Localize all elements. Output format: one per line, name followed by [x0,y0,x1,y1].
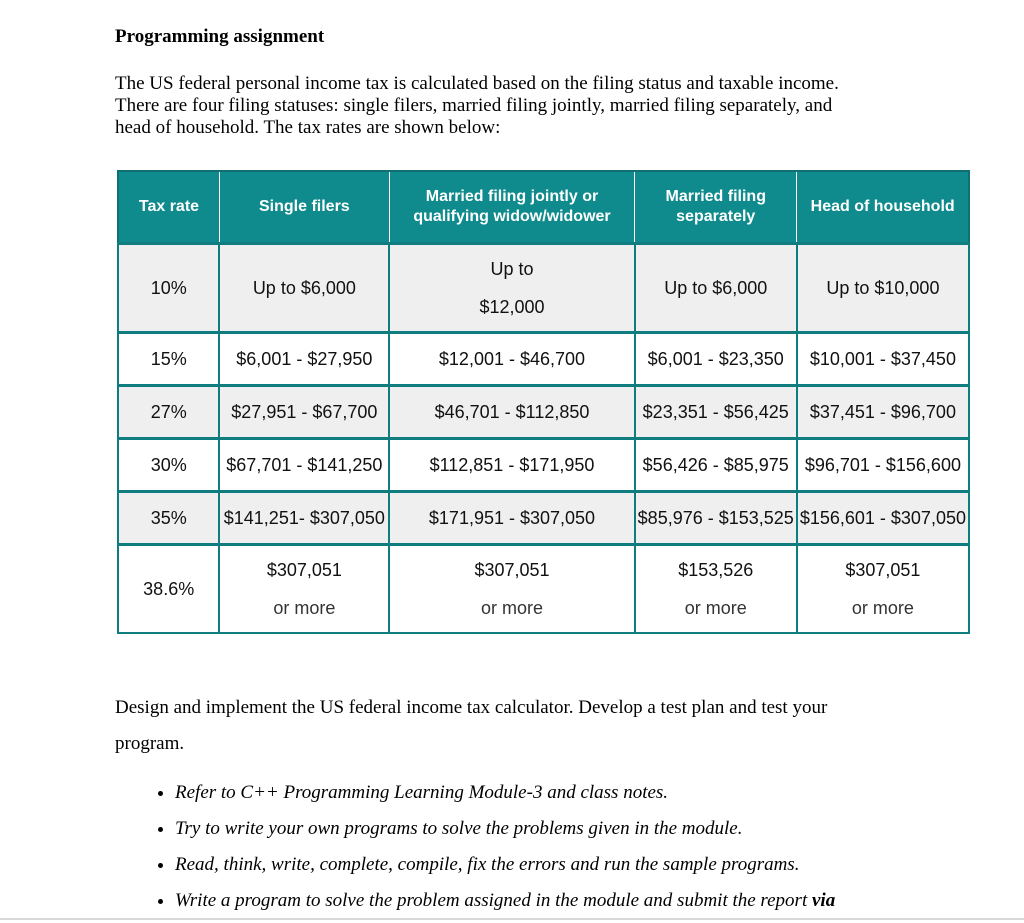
joint-cell [389,244,634,333]
rate-cell: 35% [118,492,219,545]
design-line: program. [115,733,185,754]
design-paragraph [115,690,915,762]
separate-cell: $56,426 - $85,975 [635,439,797,492]
head-cell [797,545,969,634]
single-cell: $67,701 - $141,250 [219,439,389,492]
joint-cell: $171,951 - $307,050 [389,492,634,545]
list-item: • Read, think, write, complete, compile, fix the errors and run the sample programs. [175,847,975,883]
head-line: $307,051 [845,560,921,580]
instruction-list [125,775,975,919]
or-more-label: or more [273,598,336,618]
table-row [118,244,969,333]
header-tax-rate: Tax rate [118,171,219,244]
joint-cell: $12,001 - $46,700 [389,333,634,386]
single-cell [219,545,389,634]
single-cell: $27,951 - $67,700 [219,386,389,439]
joint-line: Up to [490,259,534,279]
intro-line: head of household. The tax rates are shown below: [115,117,501,138]
head-cell: $156,601 - $307,050 [797,492,969,545]
separate-cell: $23,351 - $56,425 [635,386,797,439]
tax-rate-table [117,170,970,634]
single-cell: $141,251- $307,050 [219,492,389,545]
head-cell: $96,701 - $156,600 [797,439,969,492]
single-cell: $6,001 - $27,950 [219,333,389,386]
intro-line: There are four filing statuses: single filers, married filing jointly, married filing separately, and [115,95,833,116]
header-married-separately: Married filing separately [635,171,797,244]
table-row [118,386,969,439]
separate-line: $153,526 [678,560,754,580]
joint-line: $307,051 [474,560,550,580]
separate-cell: $85,976 - $153,525 [635,492,797,545]
single-line: $307,051 [266,560,342,580]
list-item-bold-text: via [811,890,836,911]
head-cell: $10,001 - $37,450 [797,333,969,386]
rate-cell: 27% [118,386,219,439]
page-title: Programming assignment [115,26,325,47]
head-cell: $37,451 - $96,700 [797,386,969,439]
header-head-of-household: Head of household [797,171,969,244]
table-row [118,492,969,545]
header-married-jointly: Married filing jointly or qualifying widow/widower [389,171,634,244]
rate-cell: 15% [118,333,219,386]
table-row [118,333,969,386]
or-more-label: or more [480,598,543,618]
rate-cell: 38.6% [118,545,219,634]
list-item [175,883,975,919]
header-single-filers: Single filers [219,171,389,244]
list-item: • Refer to C++ Programming Learning Module-3 and class notes. [175,775,975,811]
joint-cell [389,545,634,634]
head-cell: Up to $10,000 [797,244,969,333]
rate-cell: 30% [118,439,219,492]
list-item-text: Write a program to solve the problem assigned in the module and submit the report [175,890,812,911]
list-item: • Try to write your own programs to solve the problems given in the module. [175,811,975,847]
joint-cell: $46,701 - $112,850 [389,386,634,439]
joint-cell: $112,851 - $171,950 [389,439,634,492]
rate-cell: 10% [118,244,219,333]
intro-paragraph [115,73,915,139]
joint-line: $12,000 [479,297,545,317]
design-line: Design and implement the US federal income tax calculator. Develop a test plan and test your [115,697,828,718]
intro-line: The US federal personal income tax is calculated based on the filing status and taxable income. [115,73,839,94]
page-bottom-divider [0,918,1024,920]
or-more-label: or more [851,598,914,618]
or-more-label: or more [684,598,747,618]
table-row [118,545,969,634]
separate-cell: $6,001 - $23,350 [635,333,797,386]
table-row [118,439,969,492]
single-cell: Up to $6,000 [219,244,389,333]
table-header-row [118,171,969,244]
separate-cell: Up to $6,000 [635,244,797,333]
separate-cell [635,545,797,634]
